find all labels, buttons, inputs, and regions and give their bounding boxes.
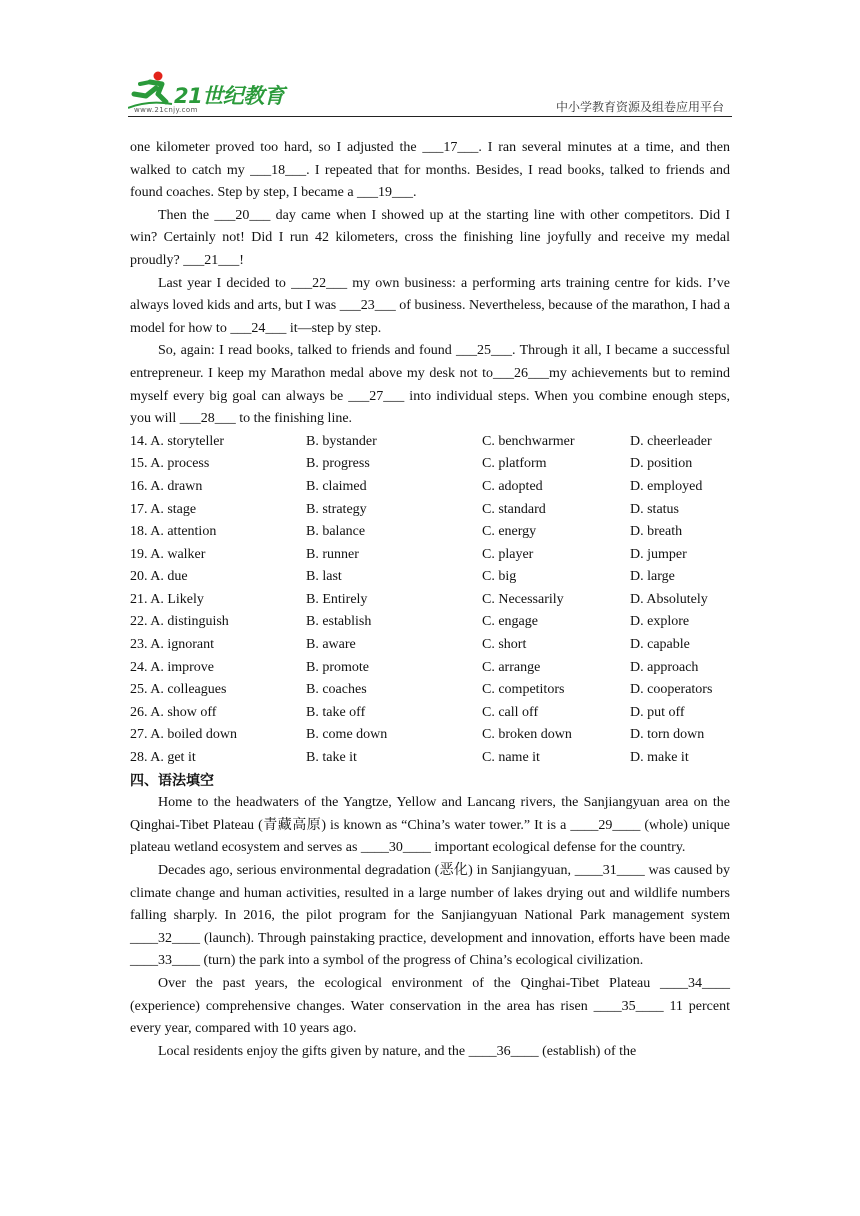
option-choice: 22. A. distinguish [130, 614, 229, 630]
option-choice: D. Absolutely [630, 591, 708, 607]
option-choice: D. torn down [630, 727, 705, 743]
option-row [130, 521, 730, 544]
option-row [130, 679, 730, 702]
logo [128, 70, 298, 116]
answer-options [130, 431, 730, 770]
option-row [130, 431, 730, 454]
option-choice: 14. A. storyteller [130, 433, 225, 449]
option-row [130, 453, 730, 476]
option-choice: 23. A. ignorant [130, 637, 214, 653]
option-row [130, 657, 730, 680]
passage-paragraph: Over the past years, the ecological environment of the Qinghai-Tibet Plateau ____34____ (experience) comprehensive changes. Water conservation in the area has risen ____35____ 11 percent every year, compared with 10 years ago. [130, 975, 730, 1037]
option-choice: 26. A. show off [130, 704, 217, 720]
option-row [130, 747, 730, 770]
option-choice: B. progress [306, 456, 370, 472]
option-choice: 16. A. drawn [130, 478, 203, 494]
option-choice: C. Necessarily [482, 591, 564, 607]
logo-url: www.21cnjy.com [134, 106, 198, 114]
option-choice: 17. A. stage [130, 501, 197, 517]
option-choice: 21. A. Likely [130, 591, 204, 607]
option-choice: D. capable [630, 637, 690, 653]
passage-paragraph: Local residents enjoy the gifts given by nature, and the ____36____ (establish) of the [158, 1043, 637, 1059]
option-row [130, 476, 730, 499]
option-choice: D. employed [630, 478, 703, 494]
option-row [130, 589, 730, 612]
option-choice: B. take it [306, 750, 357, 766]
passage-paragraph: Last year I decided to ___22___ my own business: a performing arts training centre for kids. I’ve always loved kids and arts, but I was ___23___ of business. Nevertheless, because of the marathon, I had a model for how to ___24___ it—step by step. [130, 275, 730, 336]
option-choice: C. energy [482, 524, 537, 540]
option-choice: B. establish [306, 614, 372, 630]
option-row [130, 566, 730, 589]
page-header [128, 70, 732, 118]
option-choice: D. large [630, 569, 675, 585]
option-choice: 25. A. colleagues [130, 682, 227, 698]
option-row [130, 634, 730, 657]
option-choice: C. engage [482, 614, 538, 630]
option-choice: B. Entirely [306, 591, 368, 607]
option-choice: B. bystander [306, 433, 377, 449]
option-choice: B. strategy [306, 501, 367, 517]
option-choice: C. name it [482, 750, 540, 766]
option-choice: B. runner [306, 546, 359, 562]
option-choice: B. last [306, 569, 342, 585]
section-title: 四、语法填空 [130, 772, 214, 789]
document-body [130, 137, 730, 1063]
option-choice: D. approach [630, 659, 699, 675]
passage-paragraph: Then the ___20___ day came when I showed up at the starting line with other competitors. Did I win? Certainly not! Did I run 42 kilometers, cross the finishing line joyfully and receive my medal proudly? ___21___! [130, 207, 730, 268]
option-choice: 20. A. due [130, 569, 188, 585]
option-choice: D. make it [630, 750, 689, 766]
option-choice: 18. A. attention [130, 524, 217, 540]
option-choice: 28. A. get it [130, 750, 196, 766]
option-choice: C. adopted [482, 478, 543, 494]
option-choice: C. benchwarmer [482, 433, 575, 449]
option-choice: D. status [630, 501, 679, 517]
platform-name: 中小学教育资源及组卷应用平台 [555, 100, 724, 114]
option-choice: B. balance [306, 524, 366, 540]
option-choice: 19. A. walker [130, 546, 206, 562]
option-choice: C. arrange [482, 659, 541, 675]
option-choice: 15. A. process [130, 456, 210, 472]
option-choice: C. competitors [482, 682, 565, 698]
option-choice: C. player [482, 546, 534, 562]
option-choice: C. platform [482, 456, 547, 472]
option-choice: C. broken down [482, 727, 572, 743]
passage-paragraph: Home to the headwaters of the Yangtze, Yellow and Lancang rivers, the Sanjiangyuan area on the Qinghai-Tibet Plateau (青藏高原) is known as “China’s water tower.” It is a ____29____ (whole) unique plateau wetland ecosystem and serves as ____30____ important ecological defense for the country. [130, 795, 730, 856]
option-choice: B. promote [306, 659, 369, 675]
option-choice: 27. A. boiled down [130, 727, 237, 743]
option-choice: D. cheerleader [630, 433, 712, 449]
option-row [130, 499, 730, 522]
option-choice: D. position [630, 456, 693, 472]
option-choice: C. standard [482, 501, 546, 517]
logo-title: 21世纪教育 [174, 84, 285, 108]
option-row [130, 702, 730, 725]
option-choice: B. coaches [306, 682, 367, 698]
option-row [130, 544, 730, 567]
option-choice: D. explore [630, 614, 690, 630]
passage-paragraph: Decades ago, serious environmental degradation (恶化) in Sanjiangyuan, ____31____ was caused by climate change and human activities, resulted in a large number of lakes drying out and wildlife numbers falling sharply. In 2016, the pilot program for the Sanjiangyuan National Park management system ____32____ (launch). Through painstaking practice, development and innovation, efforts have been made ____33____ (turn) the park into a symbol of the progress of China’s ecological civilization. [130, 863, 730, 969]
option-choice: B. come down [306, 727, 388, 743]
option-row [130, 611, 730, 634]
option-row [130, 724, 730, 747]
passage-paragraph: So, again: I read books, talked to friends and found ___25___. Through it all, I became a successful entrepreneur. I keep my Marathon medal above my desk not to___26___my achievements but to remind myself every big goal can always be ___27___ into individual steps. When you combine enough steps, you will ___28___ to the finishing line. [130, 343, 730, 427]
option-choice: D. cooperators [630, 682, 713, 698]
option-choice: 24. A. improve [130, 659, 214, 675]
passage-paragraph: one kilometer proved too hard, so I adjusted the ___17___. I ran several minutes at a time, and then walked to catch my ___18___. I repeated that for months. Besides, I read books, talked to friends and found coaches. Step by step, I became a ___19___. [130, 140, 730, 201]
option-choice: C. big [482, 569, 517, 585]
option-choice: B. take off [306, 704, 366, 720]
option-choice: B. claimed [306, 478, 367, 494]
option-choice: D. breath [630, 524, 683, 540]
option-choice: C. call off [482, 704, 539, 720]
runner-logo-icon [128, 70, 174, 110]
option-choice: D. put off [630, 704, 685, 720]
option-choice: C. short [482, 637, 527, 653]
option-choice: D. jumper [630, 546, 687, 562]
option-choice: B. aware [306, 637, 356, 653]
header-divider [128, 116, 732, 117]
